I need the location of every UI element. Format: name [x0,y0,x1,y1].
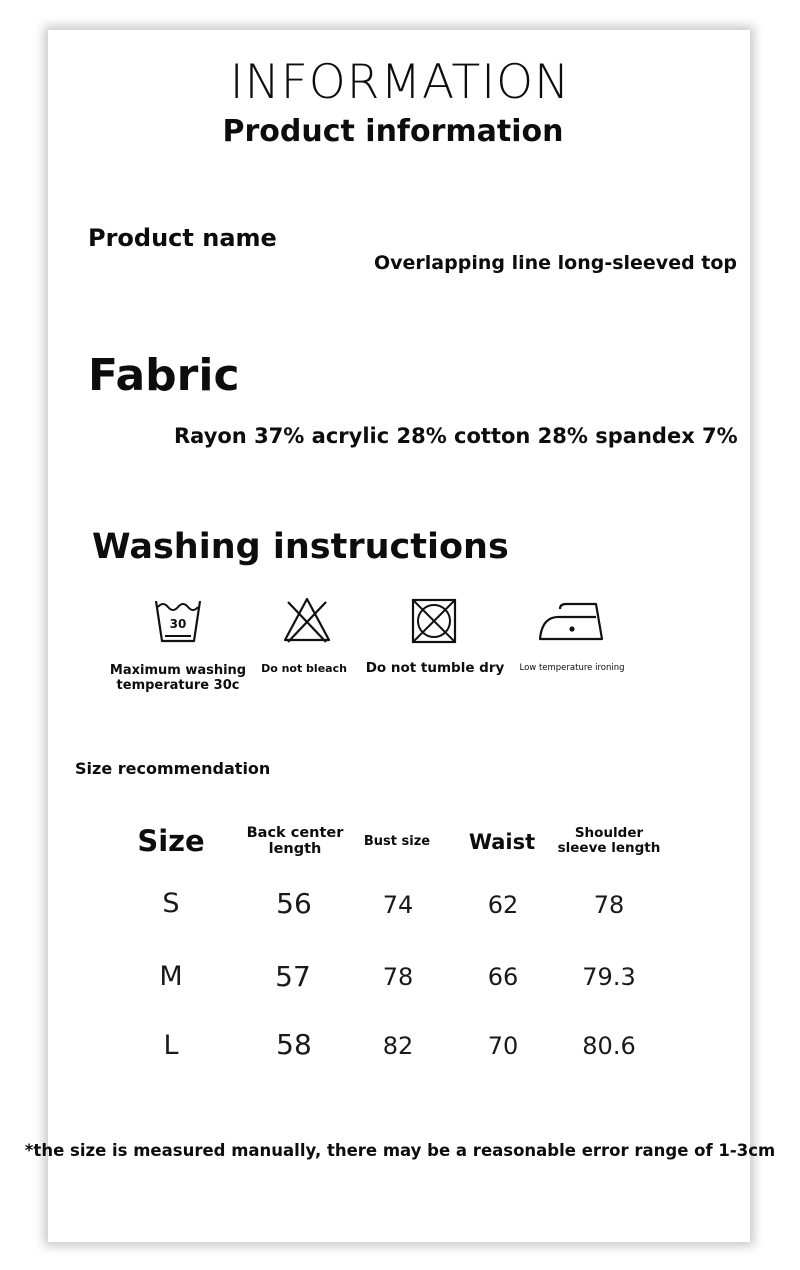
do-not-tumble-dry-label: Do not tumble dry [365,660,505,676]
header-shoulder-line1: Shoulder [574,825,644,841]
washing-title: Washing instructions [92,527,509,567]
wash-30-label-line2: temperature 30c [116,677,240,693]
header-back-line2: length [268,840,322,857]
header-size: Size [137,824,205,858]
header-bust-size: Bust size [363,834,431,849]
do-not-bleach-icon [282,596,332,644]
row-s-waist: 62 [487,891,519,919]
size-recommendation-caption: Size recommendation [75,759,271,778]
row-s-back: 56 [276,887,312,920]
header-waist: Waist [468,830,536,854]
wash-30-label-line1: Maximum washing [109,663,247,678]
wash-temp-badge: 30 [169,617,187,631]
page-title: INFORMATION [229,55,571,110]
row-m-size: M [159,961,183,992]
low-temperature-iron-icon [538,600,604,642]
row-l-shoulder: 80.6 [582,1032,636,1060]
row-l-bust: 82 [382,1032,414,1060]
row-l-back: 58 [276,1028,312,1061]
row-s-size: S [162,888,180,919]
wash-30-icon [154,597,202,645]
header-shoulder-sleeve-length [558,826,661,856]
do-not-bleach-label: Do not bleach [261,662,347,675]
row-l-waist: 70 [487,1032,519,1060]
low-temperature-iron-label: Low temperature ironing [519,663,625,673]
row-m-waist: 66 [487,963,519,991]
measurement-note: *the size is measured manually, there may be a reasonable error range of 1-3cm [24,1141,776,1160]
product-name-value: Overlapping line long-sleeved top [374,252,738,274]
row-l-size: L [163,1030,179,1061]
row-m-back: 57 [275,960,311,993]
row-m-shoulder: 79.3 [582,963,636,991]
row-m-bust: 78 [382,963,414,991]
row-s-bust: 74 [382,891,414,919]
wash-30-label [110,664,246,694]
header-back-center-length [247,826,344,858]
product-name-label: Product name [88,224,277,252]
row-s-shoulder: 78 [593,891,625,919]
fabric-label: Fabric [88,350,240,401]
fabric-value: Rayon 37% acrylic 28% cotton 28% spandex 7% [174,424,738,448]
header-back-line1: Back center [246,825,344,841]
do-not-tumble-dry-icon [411,598,457,644]
page-subtitle: Product information [222,114,564,149]
header-shoulder-line2: sleeve length [557,839,661,856]
